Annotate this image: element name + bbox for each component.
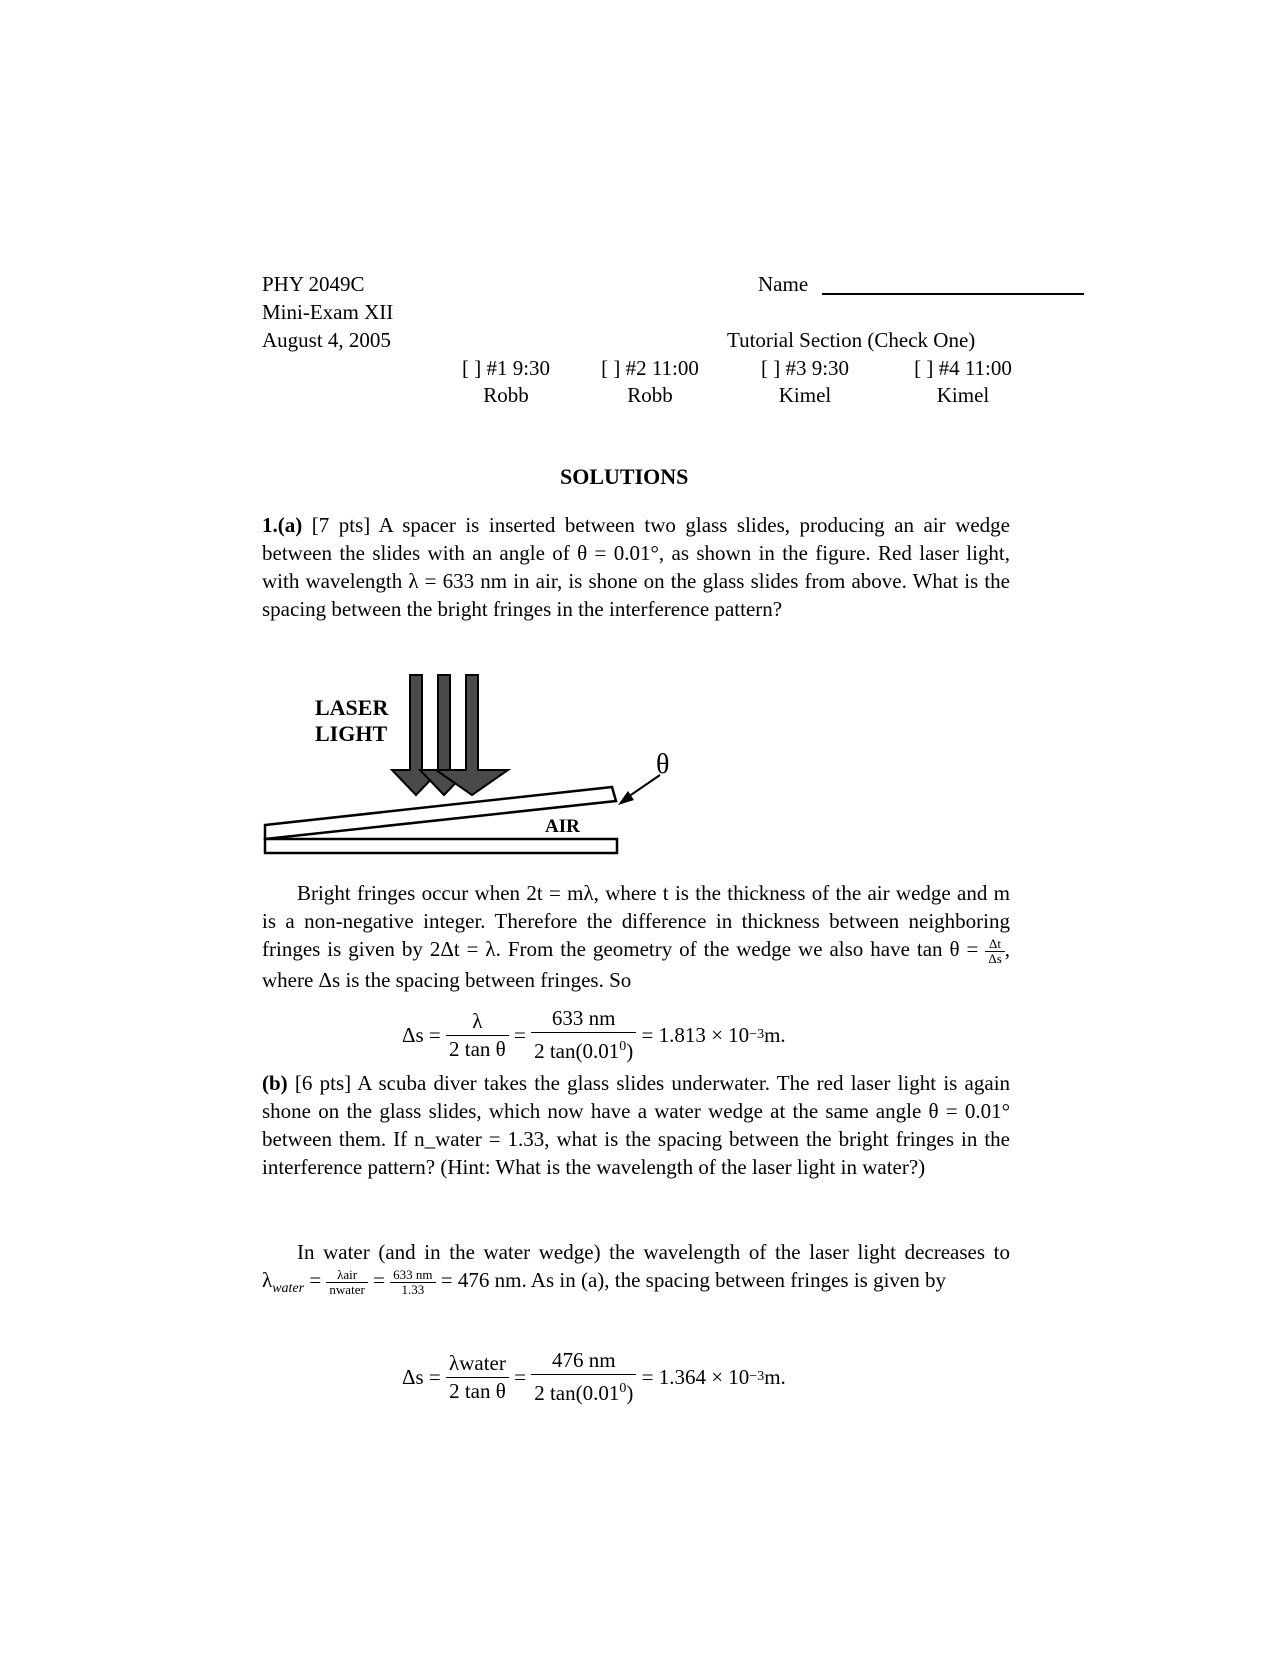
solution-b-text: In water (and in the water wedge) the wavelength of the laser light decreases to $\lambda_{water}$ = $\frac{\text{λair}}{\text{nwater}}$ = $\frac{633 nm}{1.33}$ = 476 nm. As in (a), the spacing between fringes is given by [262, 1240, 1010, 1297]
theta-label: θ [656, 749, 670, 780]
course-code: PHY 2049C [262, 272, 365, 296]
wedge-figure [250, 665, 690, 865]
section-1-instructor: Robb [483, 383, 529, 407]
eq-b-unit: m. [764, 1365, 786, 1389]
solution-b-text-1: In water (and in the water wedge) the wavelength of the laser light decreases to λ [262, 1240, 1010, 1292]
section-3-slot: [ ] #3 9:30 [760, 356, 850, 380]
eq-a-frac1-den: 2 tan θ [449, 1036, 506, 1061]
eq-a-frac2-den: 2 tan(0.01$^0$) [534, 1039, 634, 1063]
eq-b-frac2 [531, 1347, 636, 1407]
lambda-ratio [326, 1268, 367, 1297]
eq-a-frac2 [531, 1005, 636, 1065]
eq-b-frac1-num: λwater [446, 1350, 509, 1378]
laser-label-line1: LASER [315, 695, 389, 720]
problem-a-label: 1.(a) [262, 513, 303, 537]
solution-a-text-2: , where Δs is the spacing between fringes. So [262, 937, 1010, 992]
laser-label-line2: LIGHT [315, 721, 388, 746]
equation-b: Δs = $\frac{\text{λwater}}{\text{2 tan θ}}$ = $\frac{476 nm}{2 \tan(0.01^0)}$ = 1.364 × 10 −3 m. [402, 1348, 786, 1405]
eq-b-lhs: Δs = [402, 1365, 441, 1389]
section-4-instructor: Kimel [936, 383, 990, 407]
section-2-instructor: Robb [627, 383, 673, 407]
section-1-slot: [ ] #1 9:30 [461, 356, 551, 380]
tutorial-section-label: Tutorial Section (Check One) [727, 328, 976, 352]
problem-a [262, 511, 1010, 623]
eq-b-frac2-den: 2 tan(0.01$^0$) [534, 1381, 634, 1405]
frac-num: Δt [985, 937, 1004, 952]
section-1[interactable] [436, 355, 576, 409]
page-title: SOLUTIONS [560, 464, 689, 489]
lambda-ratio-den: nwater [329, 1281, 365, 1297]
name-field[interactable] [822, 293, 1084, 295]
section-4[interactable] [893, 355, 1033, 409]
section-2-slot: [ ] #2 11:00 [601, 356, 699, 380]
eq-a-unit: m. [764, 1023, 786, 1047]
equation-a: Δs = $\frac{\lambda}{\text{2 tan θ}}$ = $\frac{633 nm}{2 \tan(0.01^0)}$ = 1.813 × 10 −3 m. [402, 1006, 786, 1063]
eq-b-result: = 1.364 × 10 [641, 1365, 750, 1389]
eq-a-lhs: Δs = [402, 1023, 441, 1047]
name-label: Name [758, 272, 809, 296]
eq-a-frac1 [446, 1008, 509, 1063]
problem-a-points: [7 pts] [311, 513, 371, 537]
numeric-ratio-den: 1.33 [401, 1281, 425, 1297]
eq-b-frac1 [446, 1350, 509, 1405]
section-4-slot: [ ] #4 11:00 [914, 356, 1012, 380]
air-label: AIR [545, 816, 580, 837]
theta-arrowhead [618, 791, 634, 805]
eq-b-frac2-num: 476 nm [531, 1347, 636, 1375]
numeric-ratio-num: 633 nm [390, 1268, 435, 1283]
problem-b-text: A scuba diver takes the glass slides underwater. The red laser light is again shone on the glass slides, which now have a water wedge at the same angle θ = 0.01° between them. If n_water = 1.33, what is the spacing between the bright fringes in the interference pattern? (Hint: What is the wavelength of the laser light in water?) [262, 1071, 1011, 1179]
problem-a-text: A spacer is inserted between two glass slides, producing an air wedge between the slides with an angle of θ = 0.01°, as shown in the figure. Red laser light, with wavelength λ = 633 nm in air, is shone on the glass slides from above. What is the spacing between the bright fringes in the interference pattern? [262, 513, 1011, 621]
delta-t-over-delta-s [985, 937, 1004, 966]
problem-b-label: (b) [262, 1071, 288, 1095]
solution-b-text-2: = 476 nm. As in (a), the spacing between fringes is given by [440, 1268, 947, 1292]
bottom-glass-slide [265, 839, 617, 853]
section-2[interactable] [580, 355, 720, 409]
solution-b-sub: water [272, 1281, 305, 1297]
problem-b [262, 1069, 1010, 1181]
solution-a-text-1: Bright fringes occur when 2t = mλ, where t is the thickness of the air wedge and m is a non-negative integer. Therefore the difference in thickness between neighboring fringes is given by 2Δt = λ. From the geometry of the wedge we also have tan θ = [262, 881, 1010, 961]
solution-a-text [262, 879, 1010, 994]
eq-a-frac1-num: λ [446, 1008, 509, 1036]
eq-b-exponent: −3 [749, 1369, 765, 1384]
section-3[interactable] [735, 355, 875, 409]
lambda-ratio-num: λair [326, 1268, 367, 1283]
eq-a-result: = 1.813 × 10 [641, 1023, 750, 1047]
eq-b-frac1-den: 2 tan θ [449, 1378, 506, 1403]
frac-den: Δs [988, 950, 1002, 966]
eq-a-exponent: −3 [749, 1027, 765, 1042]
numeric-ratio [390, 1268, 435, 1297]
section-3-instructor: Kimel [778, 383, 832, 407]
exam-date: August 4, 2005 [262, 328, 391, 352]
eq-a-frac2-num: 633 nm [531, 1005, 636, 1033]
exam-title: Mini-Exam XII [262, 300, 394, 324]
problem-b-points: [6 pts] [294, 1071, 352, 1095]
